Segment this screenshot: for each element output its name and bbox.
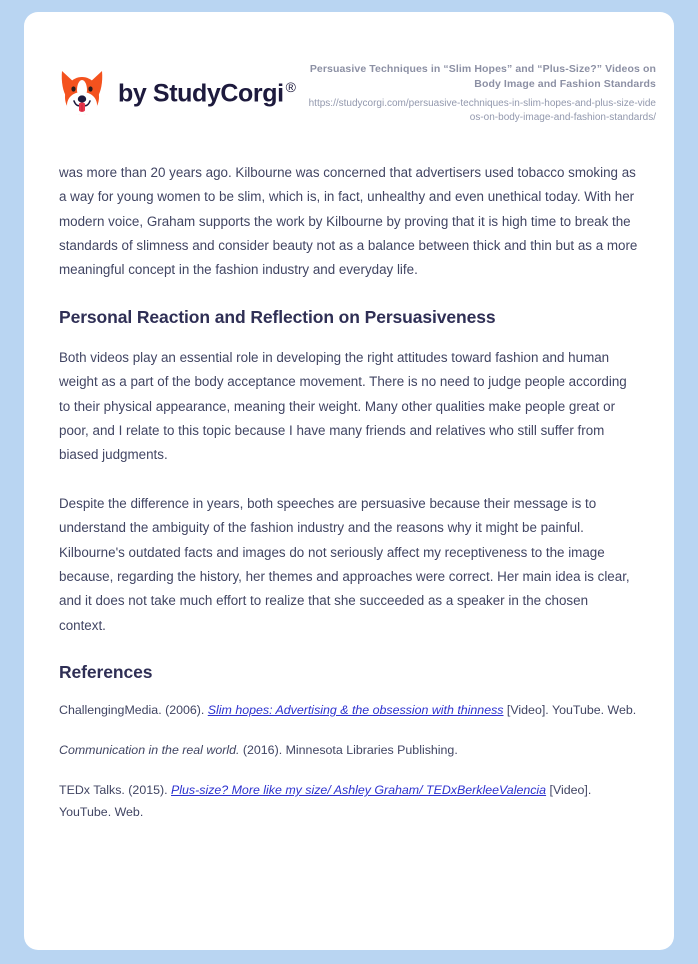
corgi-head-icon — [58, 68, 106, 118]
brand-name — [118, 80, 296, 106]
document-body — [24, 125, 674, 824]
reference-item-3 — [59, 779, 638, 823]
registered-trademark-icon: ® — [285, 79, 296, 96]
document-header — [24, 12, 674, 125]
section-heading-personal-reaction: Personal Reaction and Reflection on Persuasiveness — [59, 306, 496, 327]
reference-title-italic: Communication in the real world. — [59, 743, 240, 758]
reference-prefix: ChallengingMedia. (2006). — [59, 703, 208, 718]
paragraph-despite-difference: Despite the difference in years, both speeches are persuasive because their message is to understand the ambiguity of the fashion industry and the reasons why it might be painful. Kilbourne's outdated facts and images do not seriously affect my receptiveness to the image because, regarding the history, her themes and approaches were correct. Her main idea is clear, and it does not take much effort to realize that she succeeded as a speaker in the chosen context. — [59, 495, 630, 633]
brand-name-text: by StudyCorgi — [118, 79, 284, 108]
page-url[interactable]: https://studycorgi.com/persuasive-techniques-in-slim-hopes-and-plus-size-videos-on-body-image-and-fashion-standards/ — [308, 97, 656, 123]
page-title: Persuasive Techniques in “Slim Hopes” and “Plus-Size?” Videos on Body Image and Fashion Standards — [309, 63, 656, 90]
paragraph-both-videos: Both videos play an essential role in developing the right attitudes toward fashion and human weight as a part of the body acceptance movement. There is no need to judge people according to their physical appearance, meaning their weight. Many other qualities make people great or poor, and I relate to this topic because I have many friends and relatives who still suffer from biased judgments. — [59, 349, 627, 463]
reference-suffix: [Video]. YouTube. Web. — [503, 703, 637, 718]
reference-link-slim-hopes[interactable]: Slim hopes: Advertising & the obsession with thinness — [207, 703, 504, 718]
document-page — [24, 12, 674, 950]
reference-link-plus-size[interactable]: Plus-size? More like my size/ Ashley Graham/ TEDxBerkleeValencia — [171, 783, 547, 798]
reference-plain: (2016). Minnesota Libraries Publishing. — [239, 743, 458, 758]
paragraph-continued: was more than 20 years ago. Kilbourne was concerned that advertisers used tobacco smoking as a way for young women to be slim, which is, in fact, unhealthy and even unethical today. With her modern voice, Graham supports the work by Kilbourne by proving that it is high time to break the standards of slimness and consider beauty not as a balance between thick and thin but as a more meaningful concept in the fashion industry and everyday life. — [59, 164, 638, 278]
section-heading-references: References — [59, 662, 153, 683]
brand-logo-group — [58, 68, 296, 118]
reference-item-1 — [59, 699, 638, 721]
header-meta — [308, 62, 656, 125]
reference-item-2 — [59, 739, 638, 761]
reference-prefix: TEDx Talks. (2015). — [59, 783, 172, 798]
reference-suffix: [Video]. YouTube. Web. — [59, 783, 592, 820]
